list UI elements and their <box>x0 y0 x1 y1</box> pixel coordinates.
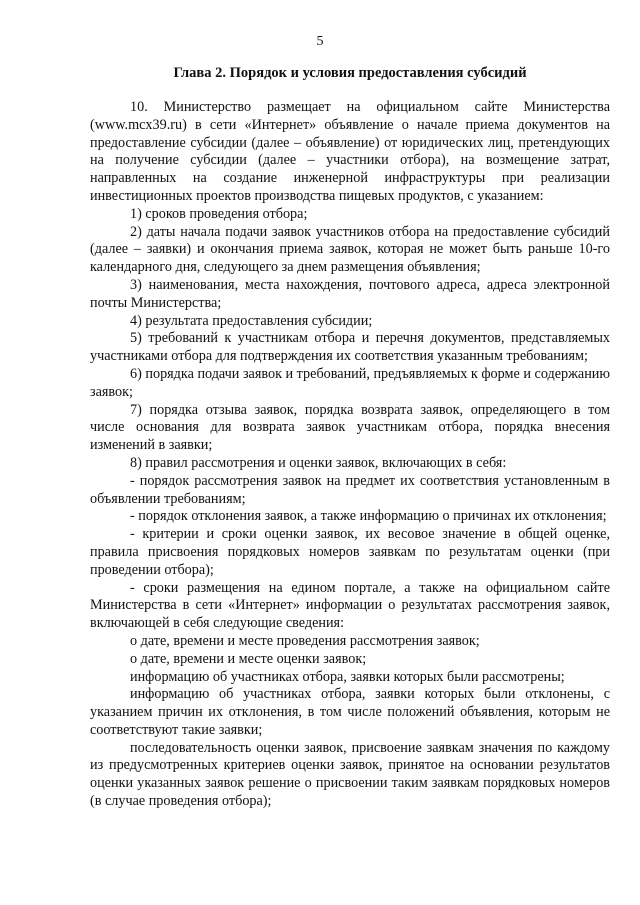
sub-item-evaluation-criteria: - критерии и сроки оценки заявок, их весовое значение в общей оценке, правила присвоения порядковых номеров заявкам по результатам оценки (при проведении отбора); <box>90 526 610 578</box>
list-item-2: 2) даты начала подачи заявок участников отбора на предоставление субсидий (далее – заявки) и окончания приема заявок, которая не может быть раньше 10-го календарного дня, следующего за днем размещения объявления; <box>90 223 610 276</box>
list-item-6: 6) порядка подачи заявок и требований, предъявляемых к форме и содержанию заявок; <box>90 365 610 400</box>
info-evaluation-date: о дате, времени и месте оценки заявок; <box>130 650 367 667</box>
chapter-heading: Глава 2. Порядок и условия предоставления субсидий <box>173 65 527 81</box>
list-item-4: 4) результата предоставления субсидии; <box>130 312 373 329</box>
document-body <box>90 99 610 811</box>
list-item-7: 7) порядка отзыва заявок, порядка возврата заявок, определяющего в том числе основания для возврата заявок участникам отбора, порядка внесения изменений в заявки; <box>90 401 610 454</box>
list-item-8: 8) правил рассмотрения и оценки заявок, включающих в себя: <box>130 454 507 471</box>
info-reviewed-participants: информацию об участниках отбора, заявки которых были рассмотрены; <box>130 668 565 685</box>
list-item-5: 5) требований к участникам отбора и перечня документов, представляемых участниками отбора для подтверждения их соответствия указанным требованиям; <box>90 330 610 365</box>
page-number: 5 <box>316 34 324 49</box>
sub-item-publication-terms: - сроки размещения на едином портале, а также на официальном сайте Министерства в сети «Интернет» информации о результатах рассмотрения заявок, включающей в себя следующие сведения: <box>90 579 610 632</box>
info-evaluation-sequence: последовательность оценки заявок, присвоение заявкам значения по каждому из предусмотренных критериев оценки заявок, принятое на основании результатов оценки указанных заявок решение о присвоении таким заявкам порядковых номеров (в случае проведения отбора); <box>90 739 610 810</box>
paragraph-10: 10. Министерство размещает на официальном сайте Министерства (www.mcx39.ru) в сети «Интернет» объявление о начале приема документов на предоставление субсидии (далее – объявление) от юридических лиц, претендующих на получение субсидии (далее – участники отбора), на возмещение затрат, направленных на создание инженерной инфраструктуры при реализации инвестиционных проектов производства пищевых продуктов, с указанием: <box>90 99 610 204</box>
info-rejected-participants: информацию об участниках отбора, заявки которых были отклонены, с указанием причин их отклонения, в том числе положений объявления, которым не соответствуют такие заявки; <box>90 686 610 738</box>
list-item-1: 1) сроков проведения отбора; <box>130 205 308 222</box>
sub-item-review-procedure: - порядок рассмотрения заявок на предмет их соответствия установленным в объявлении требованиям; <box>90 472 610 507</box>
list-item-3: 3) наименования, места нахождения, почтового адреса, адреса электронной почты Министерства; <box>90 276 610 311</box>
sub-item-rejection-procedure: - порядок отклонения заявок, а также информацию о причинах их отклонения; <box>130 508 607 525</box>
info-review-date: о дате, времени и месте проведения рассмотрения заявок; <box>130 632 480 649</box>
